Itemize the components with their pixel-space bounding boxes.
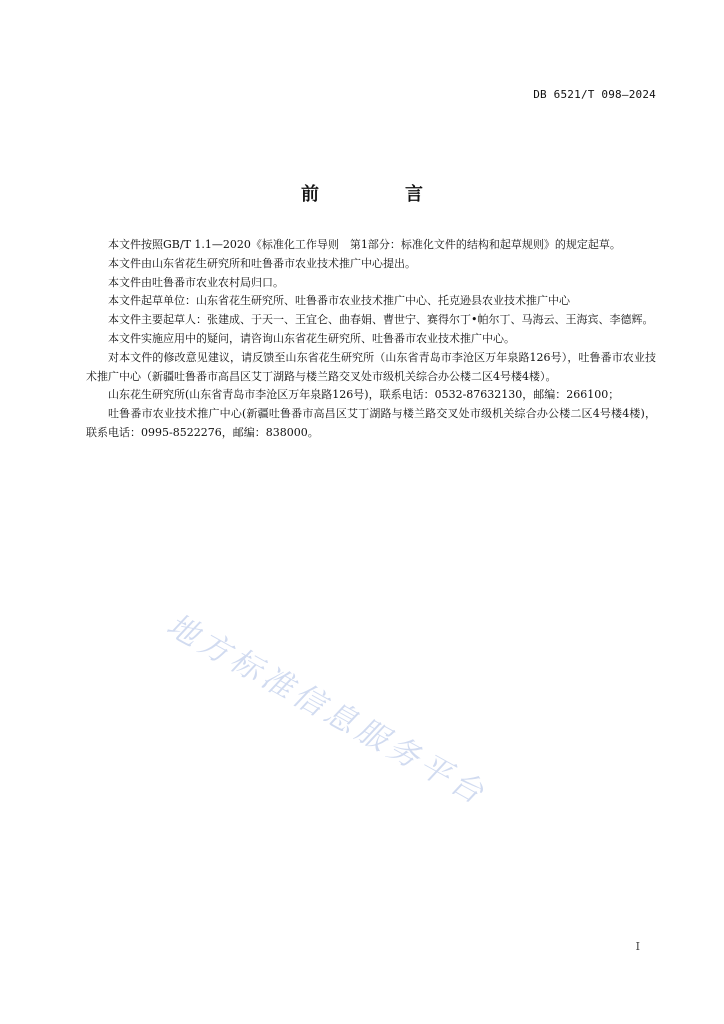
paragraph-proposer: 本文件由山东省花生研究所和吐鲁番市农业技术推广中心提出。 (108, 256, 416, 270)
document-code: DB 6521/T 098—2024 (533, 88, 656, 101)
paragraph-drafting-rules: 本文件按照GB/T 1.1—2020《标准化工作导则 第1部分：标准化文件的结构和起草规则》的规定起草。 (108, 238, 621, 251)
paragraph-inquiries: 本文件实施应用中的疑问，请咨询山东省花生研究所、吐鲁番市农业技术推广中心。 (108, 331, 515, 345)
page-title: 前 言 (301, 184, 457, 205)
paragraph-drafters: 本文件主要起草人：张建成、于天一、王宜仑、曲春娟、曹世宁、赛得尔丁•帕尔丁、马海云、王海宾、李德辉。 (108, 313, 654, 327)
preface-body (86, 236, 656, 443)
page-number: I (635, 940, 640, 953)
watermark: 地方标准信息服务平台 (160, 606, 493, 814)
paragraph-contact-turpan: 吐鲁番市农业技术推广中心(新疆吐鲁番市高昌区艾丁湖路与楼兰路交叉处市级机关综合办公楼二区4号楼4楼)，联系电话：0995-8522276，邮编：838000。 (86, 407, 656, 439)
paragraph-drafting-units: 本文件起草单位：山东省花生研究所、吐鲁番市农业技术推广中心、托克逊县农业技术推广中心 (108, 294, 570, 308)
paragraph-contact-shandong: 山东花生研究所(山东省青岛市李沧区万年泉路126号)，联系电话：0532-87632130，邮编：266100； (108, 388, 620, 402)
paragraph-feedback: 对本文件的修改意见建议，请反馈至山东省花生研究所（山东省青岛市李沧区万年泉路126号），吐鲁番市农业技术推广中心（新疆吐鲁番市高昌区艾丁湖路与楼兰路交叉处市级机关综合办公楼二区4号楼4楼）。 (86, 350, 656, 383)
paragraph-centralized-by: 本文件由吐鲁番市农业农村局归口。 (108, 275, 284, 289)
